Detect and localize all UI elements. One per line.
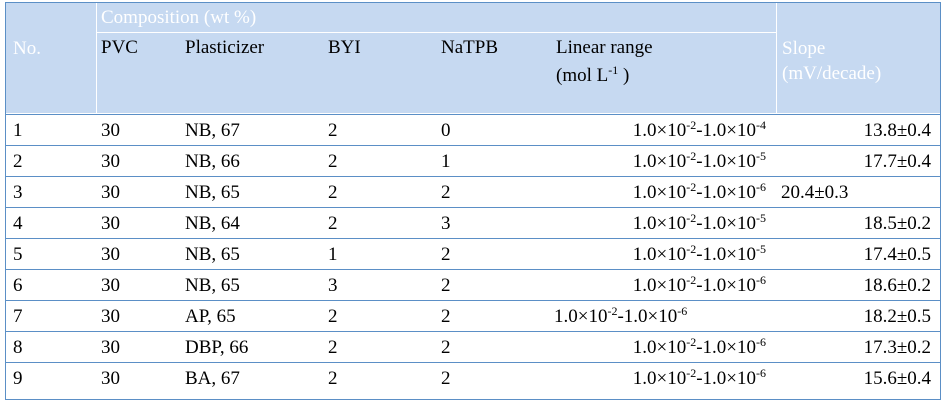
row-no: 3 [13, 182, 23, 203]
row-byi: 2 [328, 337, 338, 358]
row-no: 9 [13, 368, 23, 389]
row-natpb: 2 [441, 368, 451, 389]
row-byi: 2 [328, 182, 338, 203]
header-natpb: NaTPB [441, 37, 498, 58]
header-linear-range-unit: (mol $L^{-1}$ ) [556, 63, 630, 86]
row-byi: 2 [328, 306, 338, 327]
row-natpb: 3 [441, 213, 451, 234]
row-pvc: 30 [101, 275, 120, 296]
row-plasticizer: AP, 65 [185, 306, 236, 327]
row-pvc: 30 [101, 337, 120, 358]
row-pvc: 30 [101, 120, 120, 141]
row-byi: 3 [328, 275, 338, 296]
table-row [6, 145, 940, 176]
table-row [6, 114, 940, 145]
header-byi: BYI [328, 37, 361, 58]
row-slope: 17.7±0.4 [863, 151, 931, 172]
row-slope: 20.4±0.3 [781, 182, 849, 203]
header-divider [96, 32, 776, 33]
row-plasticizer: NB, 65 [185, 275, 240, 296]
row-pvc: 30 [101, 213, 120, 234]
table-row [6, 269, 940, 300]
row-linear-range: $1.0\times 10^{-2}-1.0\times 10^{-6}$ [632, 273, 766, 296]
row-byi: 2 [328, 151, 338, 172]
row-byi: 2 [328, 120, 338, 141]
table-row [6, 207, 940, 238]
row-plasticizer: NB, 65 [185, 244, 240, 265]
row-linear-range: $1.0\times 10^{-2}-1.0\times 10^{-6}$ [632, 180, 766, 203]
header-slope-unit: (mV/decade) [782, 63, 882, 84]
row-pvc: 30 [101, 244, 120, 265]
row-linear-range: $1.0\times 10^{-2}-1.0\times 10^{-6}$ [554, 304, 688, 327]
row-pvc: 30 [101, 368, 120, 389]
composition-table [5, 2, 941, 400]
table-header [6, 3, 940, 113]
row-slope: 17.4±0.5 [863, 244, 931, 265]
header-slope: Slope [782, 38, 826, 59]
row-natpb: 1 [441, 151, 451, 172]
row-plasticizer: NB, 67 [185, 120, 240, 141]
table-row [6, 176, 940, 207]
table-row [6, 331, 940, 362]
row-no: 5 [13, 244, 23, 265]
row-natpb: 2 [441, 275, 451, 296]
row-no: 1 [13, 120, 23, 141]
row-slope: 18.6±0.2 [863, 275, 931, 296]
row-natpb: 2 [441, 244, 451, 265]
row-slope: 17.3±0.2 [863, 337, 931, 358]
row-slope: 13.8±0.4 [863, 120, 931, 141]
row-no: 8 [13, 337, 23, 358]
row-byi: 2 [328, 368, 338, 389]
row-no: 6 [13, 275, 23, 296]
row-linear-range: $1.0\times 10^{-2}-1.0\times 10^{-5}$ [632, 211, 766, 234]
row-plasticizer: BA, 67 [185, 368, 240, 389]
row-linear-range: $1.0\times 10^{-2}-1.0\times 10^{-6}$ [632, 366, 766, 389]
table-row [6, 362, 940, 393]
row-pvc: 30 [101, 182, 120, 203]
header-plasticizer: Plasticizer [185, 37, 265, 58]
row-no: 7 [13, 306, 23, 327]
row-byi: 2 [328, 213, 338, 234]
header-pvc: PVC [101, 37, 138, 58]
table-row [6, 238, 940, 269]
row-slope: 18.2±0.5 [863, 306, 931, 327]
row-plasticizer: NB, 64 [185, 213, 240, 234]
row-linear-range: $1.0\times 10^{-2}-1.0\times 10^{-5}$ [632, 242, 766, 265]
header-composition: Composition (wt %) [101, 7, 257, 28]
row-linear-range: $1.0\times 10^{-2}-1.0\times 10^{-4}$ [632, 118, 766, 141]
row-natpb: 2 [441, 182, 451, 203]
row-byi: 1 [328, 244, 338, 265]
row-plasticizer: NB, 65 [185, 182, 240, 203]
row-plasticizer: NB, 66 [185, 151, 240, 172]
row-natpb: 2 [441, 306, 451, 327]
row-linear-range: $1.0\times 10^{-2}-1.0\times 10^{-6}$ [632, 335, 766, 358]
table-row [6, 300, 940, 331]
row-slope: 18.5±0.2 [863, 213, 931, 234]
row-linear-range: $1.0\times 10^{-2}-1.0\times 10^{-5}$ [632, 149, 766, 172]
row-no: 4 [13, 213, 23, 234]
header-no: No. [13, 38, 41, 59]
row-pvc: 30 [101, 306, 120, 327]
row-slope: 15.6±0.4 [863, 368, 931, 389]
row-plasticizer: DBP, 66 [185, 337, 249, 358]
row-no: 2 [13, 151, 23, 172]
row-natpb: 0 [441, 120, 451, 141]
header-linear-range: Linear range [556, 37, 653, 58]
row-pvc: 30 [101, 151, 120, 172]
row-natpb: 2 [441, 337, 451, 358]
